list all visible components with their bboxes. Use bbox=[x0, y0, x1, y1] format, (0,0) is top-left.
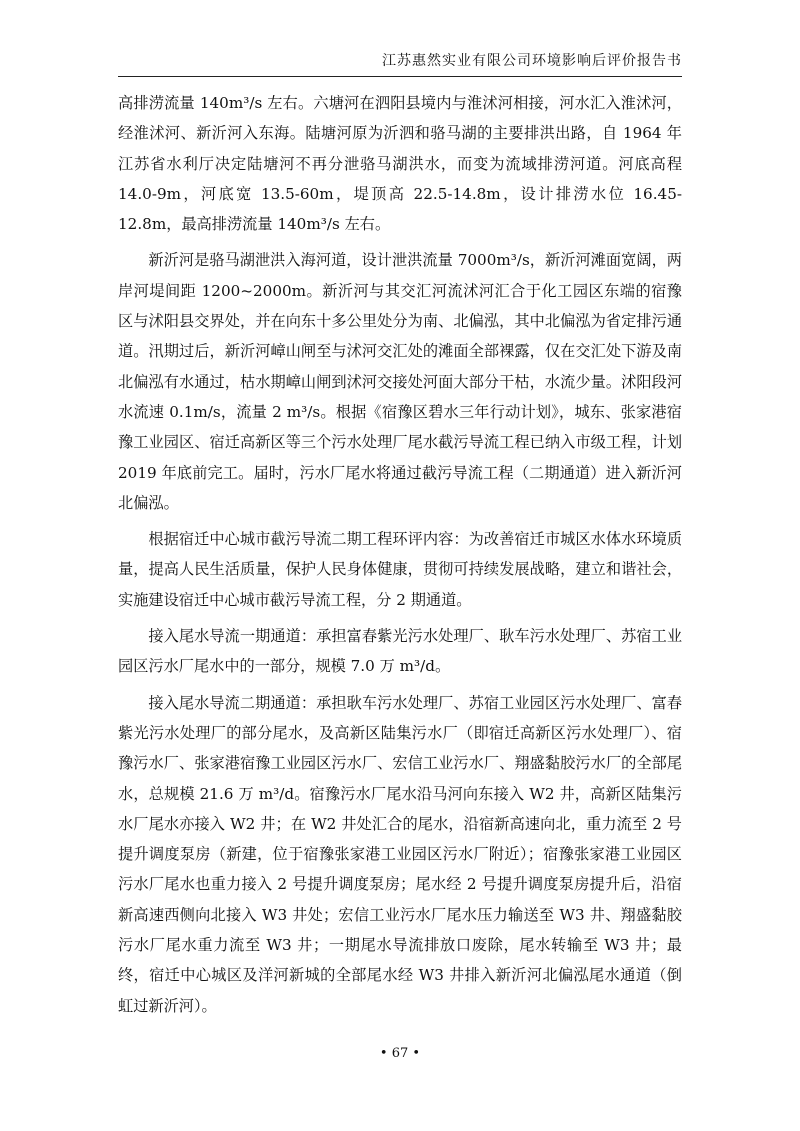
paragraph-1: 高排涝流量 140m³/s 左右。六塘河在泗阳县境内与淮沭河相接，河水汇入淮沭河，经淮沭河、新沂河入东海。陆塘河原为沂泗和骆马湖的主要排洪出路，自 1964 年江苏省水利厅决定陆塘河不再分泄骆马湖洪水，而变为流域排涝河道。河底高程 14.0-9m，河底宽 13.5-60m，堤顶高 22.5-14.8m，设计排涝水位 16.45-12.8m，最高排涝流量 140m³/s 左右。 bbox=[118, 94, 682, 234]
paragraph-3: 根据宿迁中心城市截污导流二期工程环评内容：为改善宿迁市城区水体水环境质量，提高人民生活质量，保护人民身体健康，贯彻可持续发展战略，建立和谐社会，实施建设宿迁中心城市截污导流工程，分 2 期通道。 bbox=[118, 530, 682, 609]
page-header: 江苏惠然实业有限公司环境影响后评价报告书 bbox=[118, 50, 682, 77]
paragraph-5: 接入尾水导流二期通道：承担耿车污水处理厂、苏宿工业园区污水处理厂、富春紫光污水处理厂的部分尾水，及高新区陆集污水厂（即宿迁高新区污水处理厂）、宿豫污水厂、张家港宿豫工业园区污水厂、宏信工业污水厂、翔盛黏胶污水厂的全部尾水，总规模 21.6 万 m³/d。宿豫污水厂尾水沿马河向东接入 W2 井，高新区陆集污水厂尾水亦接入 W2 井；在 W2 井处汇合的尾水，沿宿新高速向北，重力流至 2 号提升调度泵房（新建，位于宿豫张家港工业园区污水厂附近）；宿豫张家港工业园区污水厂尾水也重力接入 2 号提升调度泵房；尾水经 2 号提升调度泵房提升后，沿宿新高速西侧向北接入 W3 井处；宏信工业污水厂尾水压力输送至 W3 井、翔盛黏胶污水厂尾水重力流至 W3 井；一期尾水导流排放口废除，尾水转输至 W3 井；最终，宿迁中心城区及洋河新城的全部尾水经 W3 井排入新沂河北偏泓尾水通道（倒虹过新沂河）。 bbox=[118, 693, 682, 1015]
body-text bbox=[118, 88, 682, 1027]
page-number: • 67 • bbox=[379, 1046, 421, 1061]
paragraph-2: 新沂河是骆马湖泄洪入海河道，设计泄洪流量 7000m³/s，新沂河滩面宽阔，两岸河堤间距 1200~2000m。新沂河与其交汇河流沭河汇合于化工园区东端的宿豫区与沭阳县交界处，并在向东十多公里处分为南、北偏泓，其中北偏泓为省定排污通道。汛期过后，新沂河嶂山闸至与沭河交汇处的滩面全部裸露，仅在交汇处下游及南北偏泓有水通过，枯水期嶂山闸到沭河交接处河面大部分干枯，水流少量。沭阳段河水流速 0.1m/s，流量 2 m³/s。根据《宿豫区碧水三年行动计划》，城东、张家港宿豫工业园区、宿迁高新区等三个污水处理厂尾水截污导流工程已纳入市级工程，计划 2019 年底前完工。届时，污水厂尾水将通过截污导流工程（二期通道）进入新沂河北偏泓。 bbox=[118, 251, 682, 512]
paragraph-4: 接入尾水导流一期通道：承担富春紫光污水处理厂、耿车污水处理厂、苏宿工业园区污水厂尾水中的一部分，规模 7.0 万 m³/d。 bbox=[118, 627, 682, 676]
